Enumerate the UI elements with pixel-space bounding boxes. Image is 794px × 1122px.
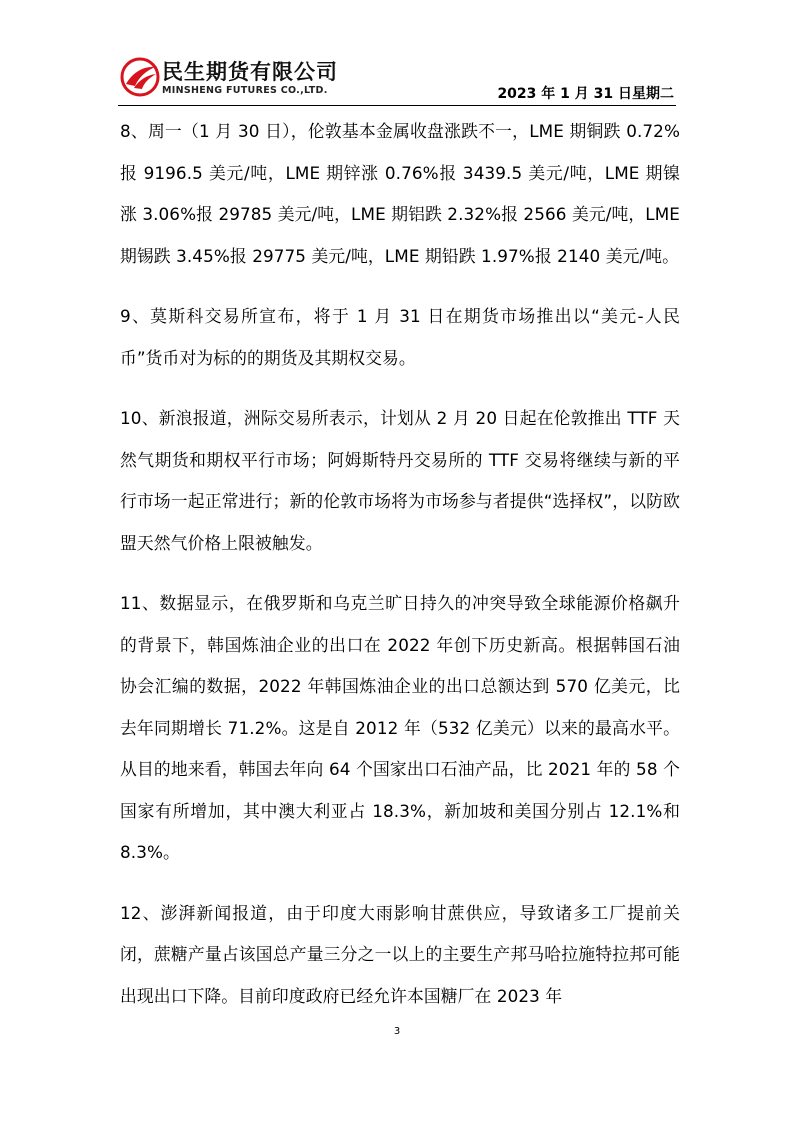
news-item-9: 9、莫斯科交易所宣布，将于 1 月 31 日在期货市场推出以“美元-人民币”货币对为标的的期货及其期权交易。 — [120, 306, 680, 368]
company-name-en: MINSHENG FUTURES CO.,LTD. — [162, 85, 328, 96]
company-logo-icon — [120, 57, 160, 97]
header-divider — [118, 105, 676, 106]
page-header — [118, 54, 676, 106]
news-item-8: 8、周一（1 月 30 日），伦敦基本金属收盘涨跌不一，LME 期铜跌 0.72%报 9196.5 美元/吨，LME 期锌涨 0.76%报 3439.5 美元/吨，LME 期镍涨 3.06%报 29785 美元/吨，LME 期铝跌 2.32%报 2566 美元/吨，LME 期锡跌 3.45%报 29775 美元/吨，LME 期铅跌 1.97%报 2140 美元/吨。 — [120, 121, 680, 266]
news-item-10: 10、新浪报道，洲际交易所表示，计划从 2 月 20 日起在伦敦推出 TTF 天然气期货和期权平行市场；阿姆斯特丹交易所的 TTF 交易将继续与新的平行市场一起正常进行；新的伦敦市场将为市场参与者提供“选择权”，以防欧盟天然气价格上限被触发。 — [120, 408, 680, 553]
news-item-12: 12、澎湃新闻报道，由于印度大雨影响甘蔗供应，导致诸多工厂提前关闭，蔗糖产量占该国总产量三分之一以上的主要生产邦马哈拉施特拉邦可能出现出口下降。目前印度政府已经允许本国糖厂在 2023 年 — [120, 902, 680, 1006]
page-number: 3 — [393, 1026, 401, 1037]
report-date: 2023 年 1 月 31 日星期二 — [497, 86, 674, 102]
company-name-cn: 民生期货有限公司 — [162, 60, 338, 84]
news-item-11: 11、数据显示，在俄罗斯和乌克兰旷日持久的冲突导致全球能源价格飙升的背景下，韩国炼油企业的出口在 2022 年创下历史新高。根据韩国石油协会汇编的数据，2022 年韩国炼油企业的出口总额达到 570 亿美元，比去年同期增长 71.2%。这是自 2012 年（532 亿美元）以来的最高水平。从目的地来看，韩国去年向 64 个国家出口石油产品，比 2021 年的 58 个国家有所增加，其中澳大利亚占 18.3%，新加坡和美国分别占 12.1%和 8.3%。 — [120, 593, 680, 862]
news-list — [120, 111, 680, 1036]
